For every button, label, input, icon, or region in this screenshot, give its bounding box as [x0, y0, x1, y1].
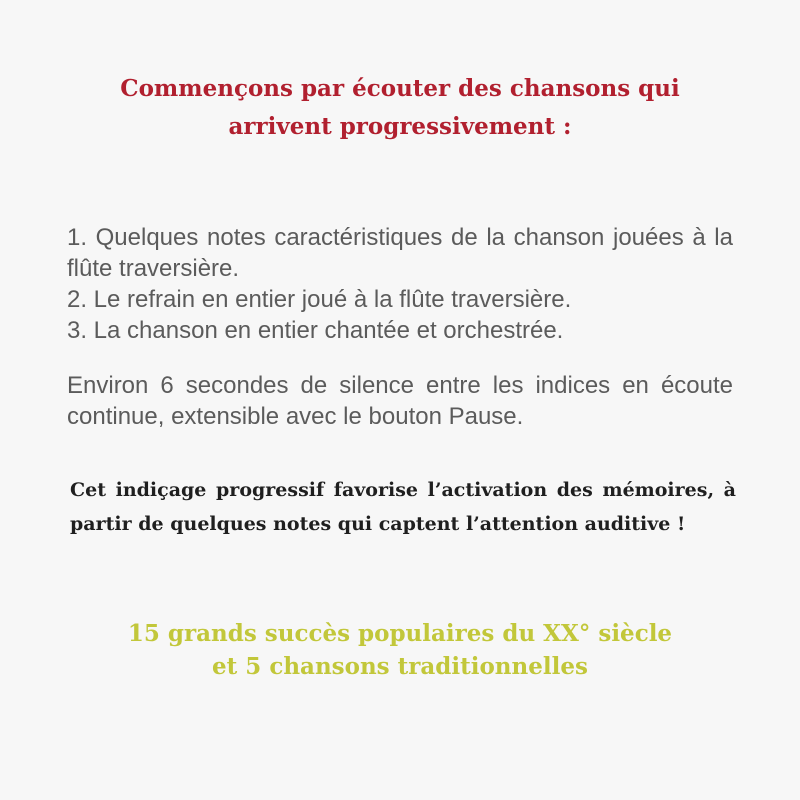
page-title — [60, 70, 740, 146]
step-3: 3. La chanson en entier chantée et orchestrée. — [67, 317, 564, 344]
title-line-1: Commençons par écouter des chansons qui — [120, 75, 680, 102]
footer-highlight — [60, 617, 740, 683]
silence-note: Environ 6 secondes de silence entre les indices en écoute continue, extensible avec le bouton Pause. — [67, 372, 733, 430]
title-line-2: arrivent progressivement : — [228, 113, 572, 140]
footer-line-1: 15 grands succès populaires du XX° siècle — [127, 620, 673, 647]
steps-list — [67, 222, 733, 346]
step-1: 1. Quelques notes caractéristiques de la chanson jouées à la flûte traversière. — [67, 224, 733, 282]
emphasis-paragraph: Cet indiçage progressif favorise l’activation des mémoires, à partir de quelques notes qui captent l’attention auditive ! — [70, 479, 736, 535]
step-2: 2. Le refrain en entier joué à la flûte traversière. — [67, 286, 572, 313]
footer-line-2: et 5 chansons traditionnelles — [212, 653, 588, 680]
